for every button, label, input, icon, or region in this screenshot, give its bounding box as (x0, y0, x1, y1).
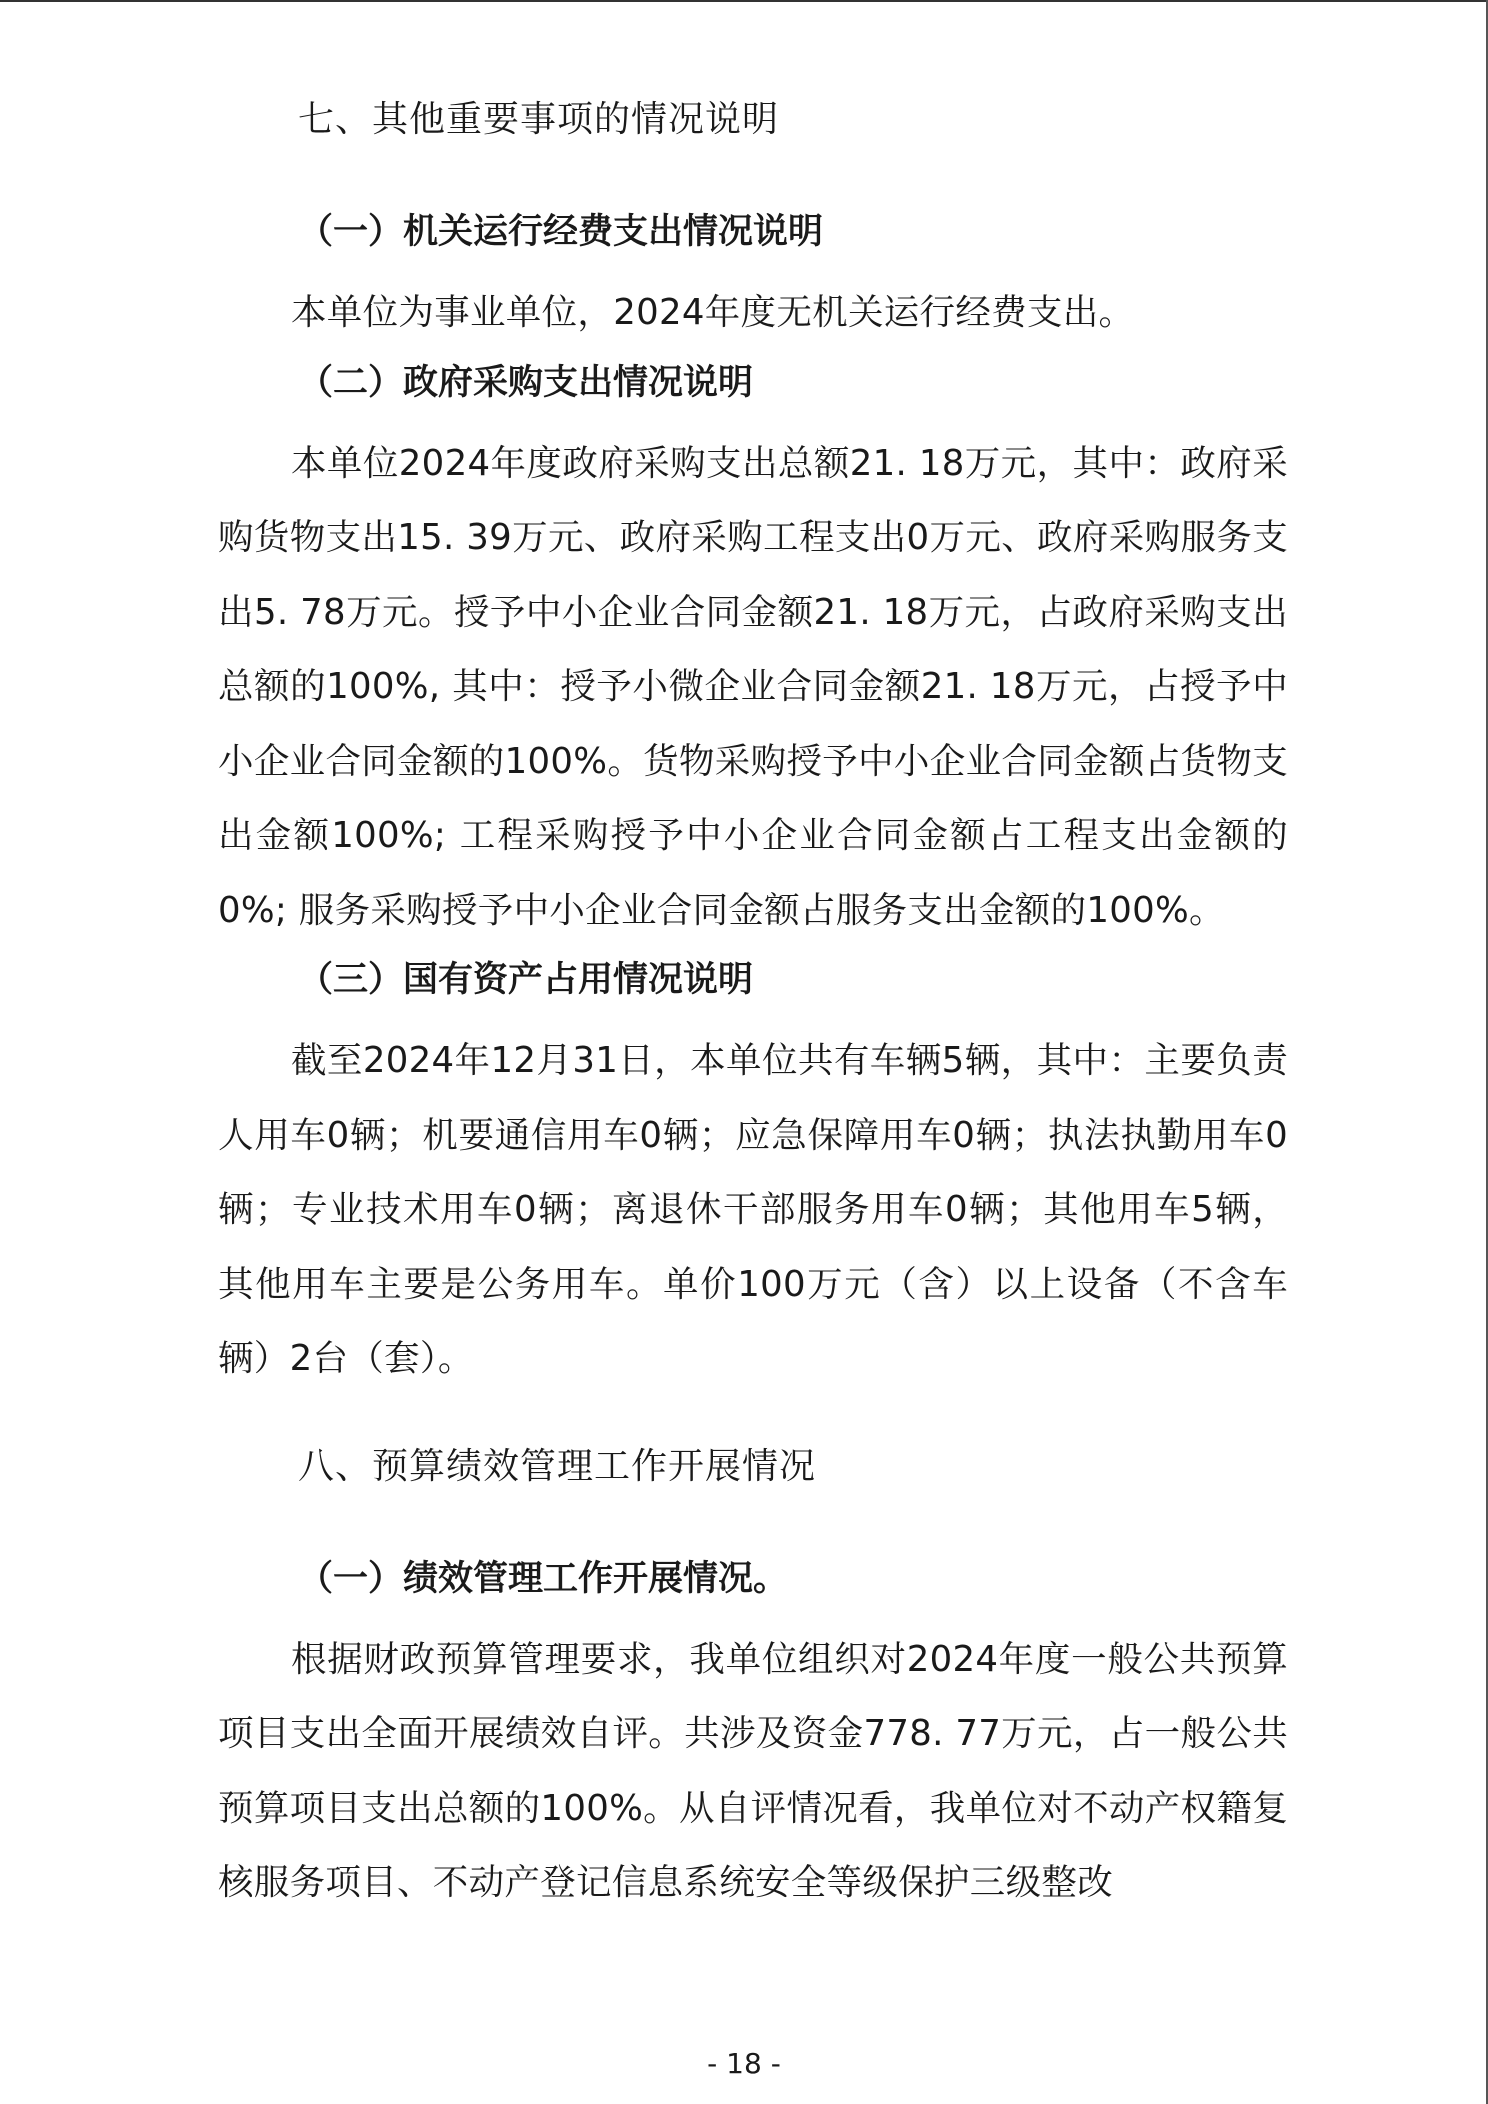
section-8-1-title: （一）绩效管理工作开展情况。 (298, 1558, 789, 1599)
section-7-1-text: 本单位为事业单位，2024年度无机关运行经费支出。 (291, 292, 1135, 333)
section-8-title: 八、预算绩效管理工作开展情况 (298, 1445, 817, 1487)
page-top-border (0, 0, 1488, 2)
section-7-2-text: 本单位2024年度政府采购支出总额21. 18万元，其中：政府采购货物支出15. 39万元、政府采购工程支出0万元、政府采购服务支出5. 78万元。授予中小企业合同金额21. 18万元，占政府采购支出总额的100%, 其中：授予小微企业合同金额21. 18万元，占授予中小企业合同金额的100%。货物采购授予中小企业合同金额占货物支出金额100%; 工程采购授予中小企业合同金额占工程支出金额的0%; 服务采购授予中小企业合同金额占服务支出金额的100%。 (218, 442, 1288, 931)
document-page (218, 88, 1288, 1921)
section-8-1-text: 根据财政预算管理要求，我单位组织对2024年度一般公共预算项目支出全面开展绩效自评。共涉及资金778. 77万元，占一般公共预算项目支出总额的100%。从自评情况看，我单位对不动产权籍复核服务项目、不动产登记信息系统安全等级保护三级整改 (218, 1638, 1288, 1903)
section-7-2-title: （二）政府采购支出情况说明 (298, 362, 754, 403)
section-7-3-text: 截至2024年12月31日，本单位共有车辆5辆，其中：主要负责人用车0辆；机要通信用车0辆；应急保障用车0辆；执法执勤用车0辆；专业技术用车0辆；离退休干部服务用车0辆；其他用车5辆，其他用车主要是公务用车。单价100万元（含）以上设备（不含车辆）2台（套）。 (218, 1040, 1288, 1379)
page-number: - 18 - (707, 2047, 781, 2080)
section-7-title: 七、其他重要事项的情况说明 (298, 99, 780, 140)
section-7-1-title: （一）机关运行经费支出情况说明 (298, 212, 824, 252)
section-7-3-title: （三）国有资产占用情况说明 (298, 960, 754, 1000)
